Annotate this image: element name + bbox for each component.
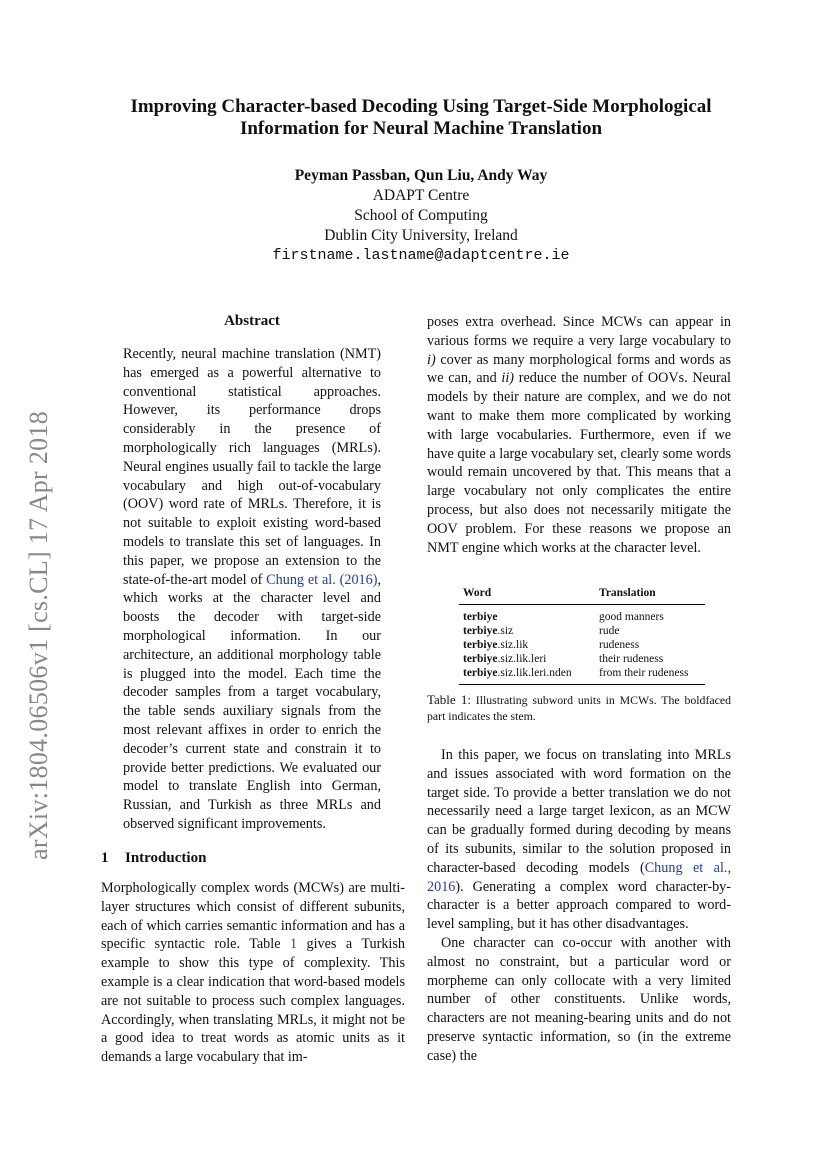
right-column-body — [427, 746, 731, 1066]
morphology-example-table — [459, 586, 705, 685]
table-reference-link[interactable]: 1 — [289, 936, 298, 953]
paragraph-text-part: ). Generating a complex word character-by-character is a better approach compared to word-level sampling, but it has other disadvantages. — [427, 878, 731, 933]
paper-title: Improving Character-based Decoding Using Target-Side Morphological Information for Neural Machine Translation — [130, 96, 712, 139]
table-header-word: Word — [459, 586, 595, 605]
paragraph-text-part: In this paper, we focus on translating into MRLs and issues associated with word formation on the target side. To provide a better translation we do not necessarily need a large target lexicon, as an MCW can be gradually formed during decoding by means of its subunits, similar to the solution proposed in character-based decoding models ( — [427, 747, 731, 876]
intro-paragraph — [101, 879, 405, 1067]
table-header-translation: Translation — [595, 586, 705, 605]
word-suffix: .siz.lik — [497, 639, 529, 651]
caption-label: Table 1: — [427, 692, 471, 707]
table-row — [459, 605, 705, 625]
abstract-heading: Abstract — [224, 313, 280, 329]
paragraph-text-part: cover as many morphological forms and words as we can, and — [427, 351, 731, 387]
abstract-text-part: Recently, neural machine translation (NMT) has emerged as a powerful alternative to conventional statistical approaches. However, its performance drops considerably in the presence of morphologically rich languages (MRLs). Neural engines usually fail to tackle the large vocabulary and high out-of-vocabulary (OOV) word rate of MRLs. Therefore, it is not suitable to exploit existing word-based models to translate this set of languages. In this paper, we propose an extension to the state-of-the-art model of — [123, 346, 381, 588]
word-suffix: .siz.lik.leri.nden — [497, 667, 572, 679]
affiliation-line: Dublin City University, Ireland — [324, 227, 518, 244]
word-stem: terbiye — [463, 625, 498, 637]
affiliation-line: ADAPT Centre — [372, 187, 470, 204]
citation-link[interactable]: Chung et al. (2016) — [266, 571, 378, 588]
affiliation-line: School of Computing — [354, 207, 488, 224]
author-block — [90, 166, 752, 266]
translation-cell: their rudeness — [599, 653, 664, 665]
word-stem: terbiye — [463, 639, 498, 651]
table-row — [459, 666, 705, 685]
word-stem: terbiye — [463, 653, 498, 665]
paragraph — [427, 746, 731, 934]
right-column-paragraph — [427, 313, 731, 557]
abstract-body — [123, 345, 381, 834]
intro-text-part: gives a Turkish example to show this type of complexity. This example is a clear indication that word-based models are not suitable to process such complex languages. Accordingly, when translating MRLs, it might not be a good idea to treat words as atomic units as it demands a large vocabulary that im- — [101, 936, 405, 1066]
translation-cell: from their rudeness — [595, 666, 705, 685]
translation-cell: rude — [599, 625, 620, 637]
word-suffix: .siz.lik.leri — [497, 653, 547, 665]
word-cell — [459, 652, 595, 666]
word-cell — [459, 666, 595, 685]
table-header-row — [459, 586, 705, 605]
abstract-text-part: , which works at the character level and boosts the decoder with target-side morphological information. In our architecture, an additional morphology table is plugged into the model. Each time the decoder samples from a target vocabulary, the table sends auxiliary signals from the most relevant affixes in order to enrich the decoder’s current state and constrain it to provide better predictions. We evaluated our model to translate English into German, Russian, and Turkish as three MRLs and observed significant improvements. — [123, 571, 381, 832]
author-email: firstname.lastname@adaptcentre.ie — [272, 247, 570, 264]
word-cell — [459, 605, 595, 625]
paragraph-text-part: reduce the number of OOVs. Neural models by their nature are complex, and we do not want to make them more complicated by working with large vocabularies. Furthermore, even if we have quite a large vocabulary set, clearly some words would remain uncovered by that. This means that a large vocabulary not only complicates the entire process, but also does not necessarily mitigate the OOV problem. For these reasons we propose an NMT engine which works at the character level. — [427, 370, 731, 556]
author-names: Peyman Passban, Qun Liu, Andy Way — [294, 167, 548, 184]
paragraph-text-part: poses extra overhead. Since MCWs can appear in various forms we require a very large vocabulary to — [427, 314, 731, 349]
word-stem: terbiye — [463, 611, 498, 623]
caption-text: Illustrating subword units in MCWs. The boldfaced part indicates the stem. — [427, 693, 731, 723]
table-row — [459, 638, 705, 652]
intro-text-part: Morphologically complex words (MCWs) are multi-layer structures which consist of different subunits, each of which carries semantic information and has a specific syntactic role. Table — [101, 880, 405, 953]
section-title: Introduction — [125, 850, 207, 866]
table-row — [459, 652, 705, 666]
table-caption — [427, 692, 731, 724]
table-row — [459, 624, 705, 638]
section-number: 1 — [101, 850, 109, 866]
section-heading-introduction — [101, 849, 206, 868]
arxiv-side-stamp: arXiv:1804.06506v1 [cs.CL] 17 Apr 2018 — [24, 410, 53, 860]
word-cell — [459, 624, 595, 638]
translation-cell: good manners — [599, 611, 664, 623]
paragraph: One character can co-occur with another with almost no constraint, but a particular word or morpheme can only collocate with a very limited number of other constituents. Unlike words, characters are not meaning-bearing units and do not preserve syntactic information, so (in the extreme case) the — [427, 934, 731, 1064]
enumeration-marker: ii) — [501, 370, 515, 387]
word-stem: terbiye — [463, 667, 498, 679]
enumeration-marker: i) — [427, 351, 436, 368]
citation-link[interactable]: Chung et al., 2016 — [427, 859, 731, 895]
word-suffix: .siz — [497, 625, 514, 637]
translation-cell: rudeness — [599, 639, 640, 651]
word-cell — [459, 638, 595, 652]
